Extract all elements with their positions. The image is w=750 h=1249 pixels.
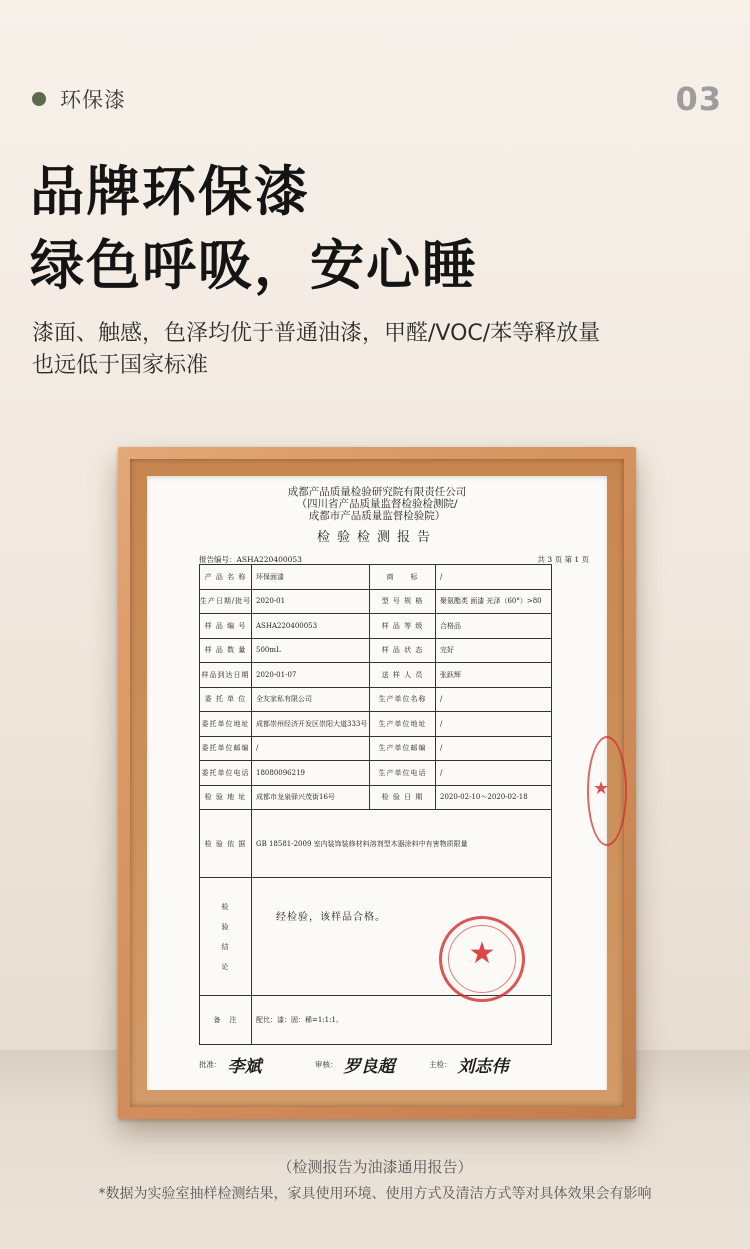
row-value: 18080096219 bbox=[252, 761, 370, 785]
inspect-signature bbox=[429, 1052, 509, 1077]
row-value: 成都市龙泉驿兴茂街16号 bbox=[252, 786, 370, 810]
row-label: 样 品 数 量 bbox=[200, 639, 252, 663]
row-value: 完好 bbox=[440, 646, 454, 655]
green-dot-icon bbox=[32, 92, 46, 106]
section-tag-label: 环保漆 bbox=[60, 88, 126, 112]
row-value: 500mL bbox=[252, 639, 370, 663]
conclusion-label-char: 检 bbox=[221, 902, 230, 911]
org-line3: 成都市产品质量监督检验院） bbox=[308, 510, 446, 522]
row-label: 样 品 等 级 bbox=[370, 614, 436, 638]
basis-value: GB 18581-2009 室内装饰装修材料溶剂型木器涂料中有害物质限量 bbox=[256, 839, 468, 848]
table-row bbox=[200, 712, 551, 737]
review-signature bbox=[315, 1052, 395, 1077]
row-value: 成都崇州经济开发区崇阳大道333号 bbox=[252, 712, 370, 736]
conclusion-label-char: 论 bbox=[221, 962, 230, 971]
conclusion-label-char: 结 bbox=[221, 942, 230, 951]
row-label: 委 托 单 位 bbox=[200, 688, 252, 712]
row-value: / bbox=[440, 768, 443, 777]
row-label: 检 验 日 期 bbox=[370, 786, 436, 810]
row-label: 产 品 名 称 bbox=[200, 565, 252, 589]
subtitle-line1: 漆面、触感，色泽均优于普通油漆，甲醛/VOC/苯等释放量 bbox=[32, 321, 601, 346]
row-value: / bbox=[440, 719, 443, 728]
table-row bbox=[200, 565, 551, 590]
table-row bbox=[200, 737, 551, 762]
row-label: 生产单位名称 bbox=[370, 688, 436, 712]
org-line2: （四川省产品质量监督检验检测院/ bbox=[296, 498, 458, 510]
remarks-value: 配比：漆：固：稀=1:1:1。 bbox=[256, 1016, 343, 1024]
row-value: 2020-01-07 bbox=[252, 663, 370, 687]
seal-star-icon: ★ bbox=[593, 778, 610, 799]
report-number: 报告编号：ASHA220400053 bbox=[199, 555, 302, 564]
row-label: 生产单位地址 bbox=[370, 712, 436, 736]
inspect-label: 主检： bbox=[429, 1060, 452, 1069]
row-value: 聚氨酯类 面漆 光泽（60°）>80 bbox=[440, 597, 542, 606]
row-label: 送 样 人 员 bbox=[370, 663, 436, 687]
org-line1: 成都产品质量检验研究院有限责任公司 bbox=[287, 486, 467, 498]
row-label: 样 品 编 号 bbox=[200, 614, 252, 638]
row-value: 张跃辉 bbox=[440, 670, 461, 679]
basis-label: 检 验 依 据 bbox=[200, 810, 252, 877]
subtitle bbox=[32, 318, 722, 382]
row-label: 生产单位电话 bbox=[370, 761, 436, 785]
row-value: 2020-02-10～2020-02-18 bbox=[440, 793, 528, 802]
row-value: ASHA220400053 bbox=[252, 614, 370, 638]
table-row bbox=[200, 663, 551, 688]
row-value: / bbox=[440, 695, 443, 704]
row-value: 全友家私有限公司 bbox=[252, 688, 370, 712]
caption: （检测报告为油漆通用报告） bbox=[277, 1158, 473, 1176]
headline-line2: 绿色呼吸，安心睡 bbox=[30, 234, 478, 297]
basis-row bbox=[200, 810, 551, 878]
row-value: 2020-01 bbox=[252, 590, 370, 614]
row-label: 型 号 规 格 bbox=[370, 590, 436, 614]
seal-star-icon: ★ bbox=[468, 936, 496, 971]
page-number: 03 bbox=[675, 80, 722, 118]
table-row bbox=[200, 614, 551, 639]
certificate-title: 检验检测报告 bbox=[316, 530, 437, 545]
row-value: / bbox=[252, 737, 370, 761]
table-row bbox=[200, 786, 551, 811]
row-value: / bbox=[440, 744, 443, 753]
frame-inner-border bbox=[130, 459, 624, 1107]
table-row bbox=[200, 590, 551, 615]
subtitle-line2: 也远低于国家标准 bbox=[32, 353, 209, 378]
section-tag bbox=[32, 84, 126, 114]
row-label: 生产单位邮编 bbox=[370, 737, 436, 761]
inspect-sig: 刘志伟 bbox=[457, 1057, 509, 1077]
row-label: 生产日期/批号 bbox=[200, 590, 252, 614]
row-value: 合格品 bbox=[440, 621, 461, 630]
row-label: 委托单位地址 bbox=[200, 712, 252, 736]
approve-signature bbox=[199, 1052, 262, 1077]
table-row bbox=[200, 639, 551, 664]
headline bbox=[30, 155, 478, 303]
table-row bbox=[200, 761, 551, 786]
headline-line1: 品牌环保漆 bbox=[30, 160, 310, 223]
table-row bbox=[200, 688, 551, 713]
remarks-label: 备 注 bbox=[200, 996, 252, 1044]
seal-stamp bbox=[439, 916, 525, 1002]
certificate-document bbox=[147, 476, 610, 1090]
side-seal-stamp bbox=[587, 736, 627, 846]
picture-frame bbox=[118, 447, 636, 1119]
remarks-row bbox=[200, 996, 551, 1044]
row-label: 样品到达日期 bbox=[200, 663, 252, 687]
approve-label: 批准： bbox=[199, 1060, 222, 1069]
certificate-sheet bbox=[147, 476, 610, 1090]
page-info: 共 3 页 第 1 页 bbox=[537, 555, 589, 564]
row-label: 样 品 状 态 bbox=[370, 639, 436, 663]
conclusion-label-char: 验 bbox=[221, 922, 230, 931]
row-label: 检 验 地 址 bbox=[200, 786, 252, 810]
row-value: 环保面漆 bbox=[252, 565, 370, 589]
row-label: 委托单位邮编 bbox=[200, 737, 252, 761]
conclusion-label bbox=[200, 878, 252, 995]
conclusion-text: 经检验，该样品合格。 bbox=[276, 912, 386, 923]
row-value: / bbox=[440, 572, 443, 581]
approve-sig: 李斌 bbox=[227, 1057, 262, 1077]
review-label: 审核： bbox=[315, 1060, 338, 1069]
review-sig: 罗良超 bbox=[343, 1057, 395, 1077]
row-label: 委托单位电话 bbox=[200, 761, 252, 785]
row-label: 商 标 bbox=[370, 565, 436, 589]
footnote: *数据为实验室抽样检测结果，家具使用环境、使用方式及清洁方式等对具体效果会有影响 bbox=[98, 1186, 652, 1202]
